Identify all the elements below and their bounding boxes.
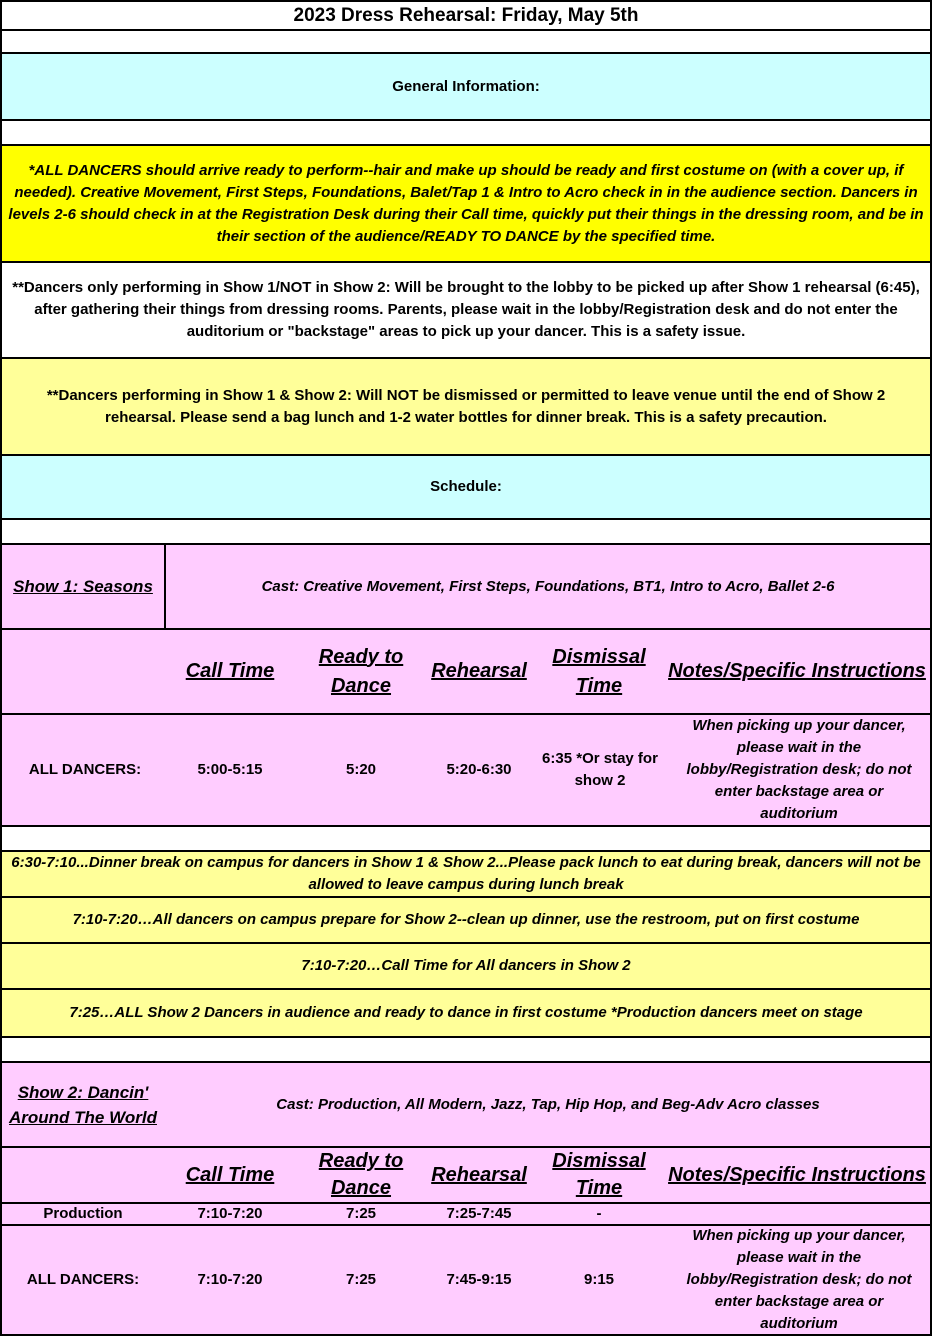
spacer-row — [2, 520, 930, 545]
row-notes — [674, 1204, 924, 1224]
show1-header — [2, 545, 930, 630]
timeline-call-time-show2: 7:10-7:20…Call Time for All dancers in Show 2 — [2, 944, 930, 990]
col-rehearsal: Rehearsal — [431, 1163, 527, 1186]
show2-header — [2, 1063, 930, 1148]
row-ready-time: 5:20 — [345, 761, 377, 778]
row-group: Production — [43, 1205, 123, 1222]
row-call-time: 5:00-5:15 — [197, 761, 263, 778]
row-rehearsal-time: 7:45-9:15 — [446, 1271, 512, 1288]
page-title: 2023 Dress Rehearsal: Friday, May 5th — [2, 2, 930, 31]
row-group: ALL DANCERS: — [26, 1271, 140, 1288]
row-call-time: 7:10-7:20 — [197, 1271, 263, 1288]
col-notes: Notes/Specific Instructions — [668, 660, 926, 682]
show2-column-header — [2, 1148, 930, 1204]
timeline-dinner-break: 6:30-7:10...Dinner break on campus for dancers in Show 1 & Show 2...Please pack lunch to eat during break, dancers will not be allowed to leave campus during lunch break — [2, 852, 930, 898]
row-ready-time: 7:25 — [345, 1271, 377, 1288]
col-ready-to-dance: Ready to Dance — [318, 1150, 404, 1199]
table-row — [2, 715, 930, 827]
row-rehearsal-time: 7:25-7:45 — [446, 1205, 512, 1222]
show1-name: Show 1: Seasons — [13, 577, 153, 596]
col-call-time: Call Time — [185, 660, 275, 682]
spacer-row — [2, 121, 930, 146]
col-call-time: Call Time — [185, 1163, 275, 1186]
show2-cast: Cast: Production, All Modern, Jazz, Tap, Hip Hop, and Beg-Adv Acro classes — [276, 1095, 820, 1113]
table-row — [2, 1226, 930, 1334]
row-notes: When picking up your dancer, please wait in the lobby/Registration desk; do not enter backstage area or auditorium — [686, 1227, 912, 1332]
row-notes: When picking up your dancer, please wait in the lobby/Registration desk; do not enter backstage area or auditorium — [686, 717, 912, 822]
table-row — [2, 1204, 930, 1226]
row-ready-time: 7:25 — [345, 1205, 377, 1222]
timeline-prepare-show2: 7:10-7:20…All dancers on campus prepare for Show 2--clean up dinner, use the restroom, put on first costume — [2, 898, 930, 944]
row-call-time: 7:10-7:20 — [197, 1205, 263, 1222]
col-dismissal-time: Dismissal Time — [552, 1150, 646, 1199]
row-dismissal-time: 6:35 *Or stay for show 2 — [542, 750, 658, 789]
col-ready-to-dance: Ready to Dance — [318, 645, 404, 697]
row-rehearsal-time: 5:20-6:30 — [446, 761, 512, 778]
show1-cast: Cast: Creative Movement, First Steps, Foundations, BT1, Intro to Acro, Ballet 2-6 — [261, 577, 835, 595]
spacer-row — [2, 1038, 930, 1063]
row-dismissal-time: 9:15 — [583, 1271, 615, 1288]
col-dismissal-time: Dismissal Time — [552, 645, 646, 697]
schedule-heading: Schedule: — [2, 456, 930, 520]
show1-column-header — [2, 630, 930, 715]
notice-show1-only: **Dancers only performing in Show 1/NOT in Show 2: Will be brought to the lobby to be picked up after Show 1 rehearsal (6:45), after gathering their things from dressing rooms. Parents, please wait in the lobby/Registration desk and do not enter the auditorium or "backstage" areas to pick up your dancer. This is a safety issue. — [2, 263, 930, 359]
col-notes: Notes/Specific Instructions — [668, 1163, 926, 1186]
row-group: ALL DANCERS: — [28, 761, 142, 778]
timeline-ready-show2: 7:25…ALL Show 2 Dancers in audience and ready to dance in first costume *Production dancers meet on stage — [2, 990, 930, 1038]
general-info-heading: General Information: — [2, 54, 930, 121]
row-dismissal-time: - — [596, 1205, 602, 1222]
notice-both-shows: **Dancers performing in Show 1 & Show 2: Will NOT be dismissed or permitted to leave venue until the end of Show 2 rehearsal. Please send a bag lunch and 1-2 water bottles for dinner break. This is a safety precaution. — [2, 359, 930, 456]
spacer-row — [2, 31, 930, 54]
notice-all-dancers: *ALL DANCERS should arrive ready to perform--hair and make up should be ready and first costume on (with a cover up, if needed). Creative Movement, First Steps, Foundations, Balet/Tap 1 & Intro to Acro check in in the audience section. Dancers in levels 2-6 should check in at the Registration Desk during their Call time, quickly put their things in the dressing room, and be in their section of the audience/READY TO DANCE by the specified time. — [2, 146, 930, 263]
col-rehearsal: Rehearsal — [431, 660, 527, 682]
spacer-row — [2, 827, 930, 852]
show2-name: Show 2: Dancin' Around The World — [9, 1082, 157, 1127]
